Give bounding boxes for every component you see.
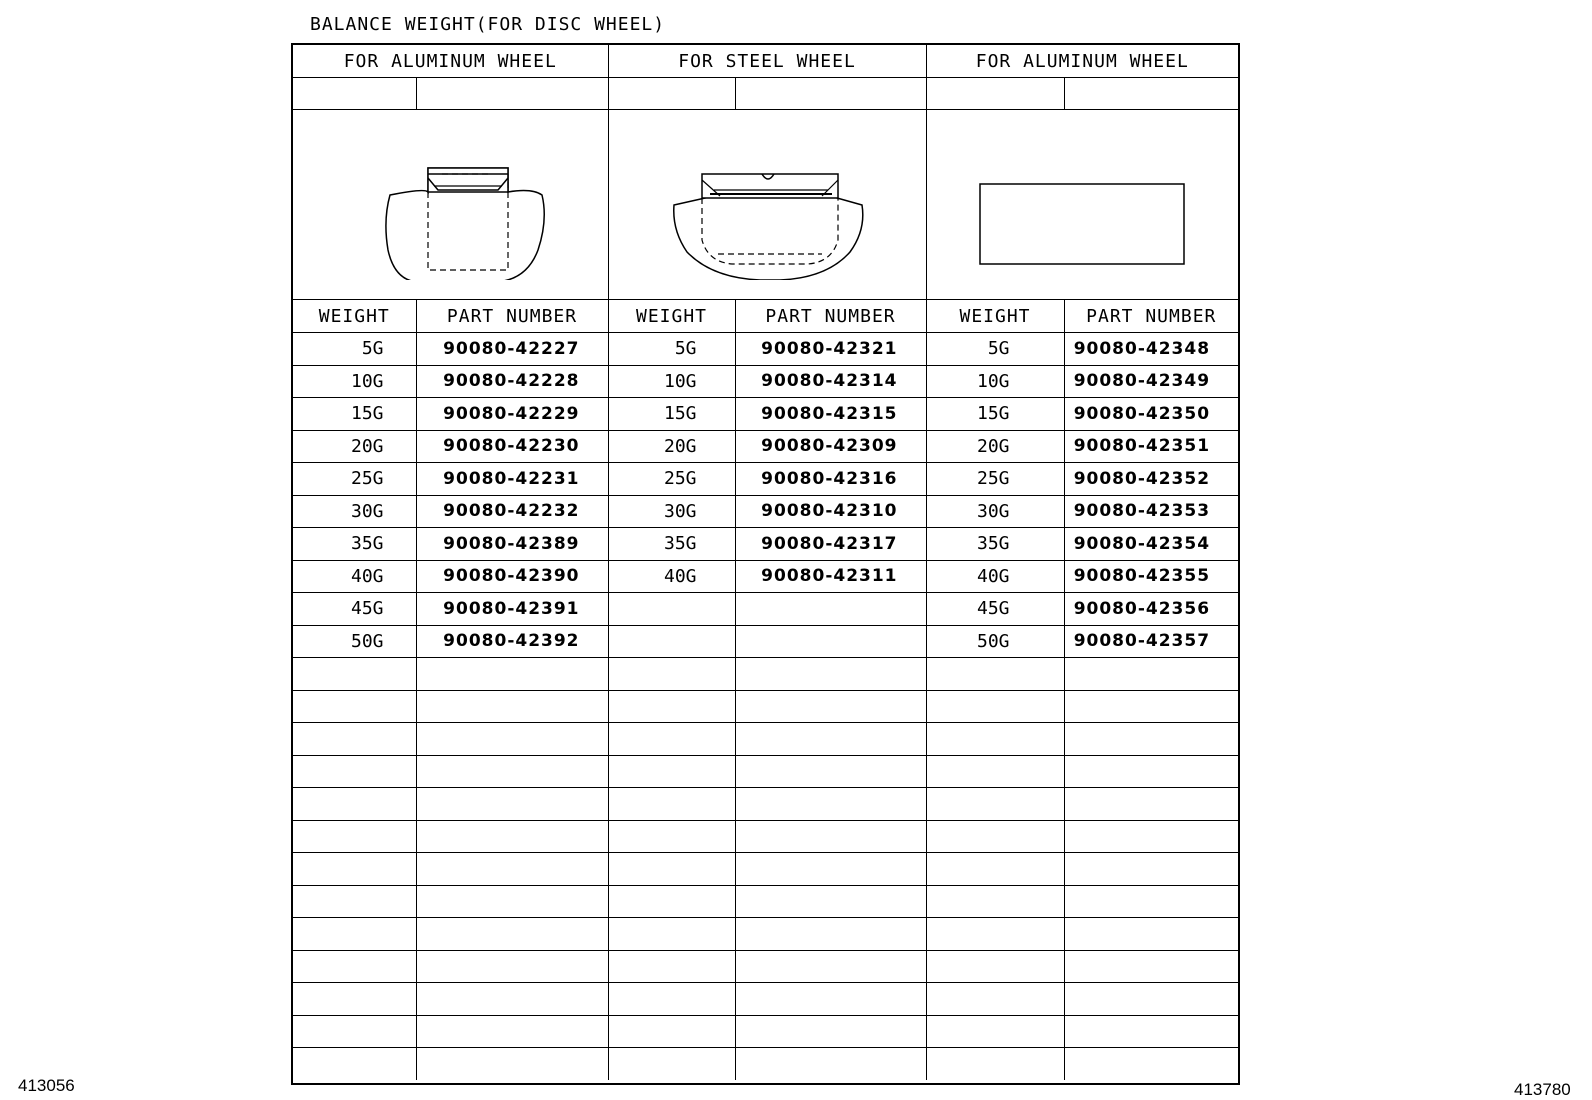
empty-cell bbox=[293, 950, 416, 983]
illustration-cell-aluminum-clip bbox=[293, 110, 608, 300]
weight-cell: 5G bbox=[608, 333, 735, 366]
table-row bbox=[293, 495, 1238, 528]
empty-cell bbox=[1064, 983, 1238, 1016]
illustration-cell-adhesive bbox=[926, 110, 1238, 300]
weight-cell: 25G bbox=[293, 463, 416, 496]
weight-cell: 25G bbox=[926, 463, 1064, 496]
weight-cell: 15G bbox=[608, 398, 735, 431]
part-number-cell: 90080-42352 bbox=[1064, 463, 1238, 496]
part-number-cell bbox=[735, 593, 926, 626]
part-number-cell: 90080-42311 bbox=[735, 560, 926, 593]
empty-table-row bbox=[293, 918, 1238, 951]
empty-table-row bbox=[293, 755, 1238, 788]
empty-table-row bbox=[293, 723, 1238, 756]
empty-cell bbox=[735, 853, 926, 886]
part-number-cell: 90080-42232 bbox=[416, 495, 608, 528]
empty-cell bbox=[293, 983, 416, 1016]
weight-cell: 40G bbox=[293, 560, 416, 593]
empty-cell bbox=[608, 723, 735, 756]
group-header-steel: FOR STEEL WHEEL bbox=[608, 45, 926, 78]
weight-cell: 15G bbox=[293, 398, 416, 431]
weight-cell: 45G bbox=[293, 593, 416, 626]
part-number-cell: 90080-42390 bbox=[416, 560, 608, 593]
empty-cell bbox=[608, 1015, 735, 1048]
empty-cell bbox=[735, 690, 926, 723]
blank-cell bbox=[926, 78, 1064, 110]
blank-sub-header-row bbox=[293, 78, 1238, 110]
table-row bbox=[293, 333, 1238, 366]
empty-cell bbox=[926, 1048, 1064, 1080]
empty-cell bbox=[735, 1015, 926, 1048]
empty-cell bbox=[293, 820, 416, 853]
weight-column-header: WEIGHT bbox=[293, 300, 416, 333]
weight-cell: 35G bbox=[293, 528, 416, 561]
empty-cell bbox=[735, 820, 926, 853]
empty-cell bbox=[926, 885, 1064, 918]
empty-cell bbox=[608, 1048, 735, 1080]
empty-cell bbox=[926, 950, 1064, 983]
part-number-cell: 90080-42230 bbox=[416, 430, 608, 463]
empty-cell bbox=[926, 755, 1064, 788]
weight-cell: 20G bbox=[293, 430, 416, 463]
empty-cell bbox=[926, 853, 1064, 886]
empty-table-row bbox=[293, 853, 1238, 886]
empty-table-row bbox=[293, 820, 1238, 853]
table-row bbox=[293, 593, 1238, 626]
weight-cell: 45G bbox=[926, 593, 1064, 626]
table-row bbox=[293, 365, 1238, 398]
empty-table-row bbox=[293, 690, 1238, 723]
empty-cell bbox=[416, 755, 608, 788]
weight-cell bbox=[608, 593, 735, 626]
blank-cell bbox=[608, 78, 735, 110]
empty-cell bbox=[926, 983, 1064, 1016]
empty-cell bbox=[416, 950, 608, 983]
weight-cell: 30G bbox=[293, 495, 416, 528]
empty-cell bbox=[608, 788, 735, 821]
empty-cell bbox=[926, 690, 1064, 723]
part-number-cell: 90080-42348 bbox=[1064, 333, 1238, 366]
empty-cell bbox=[735, 723, 926, 756]
figure-number-right: 413780 bbox=[1514, 1080, 1571, 1099]
part-number-cell: 90080-42321 bbox=[735, 333, 926, 366]
blank-cell bbox=[293, 78, 416, 110]
table-row bbox=[293, 528, 1238, 561]
empty-cell bbox=[1064, 788, 1238, 821]
part-number-cell: 90080-42351 bbox=[1064, 430, 1238, 463]
empty-cell bbox=[293, 658, 416, 691]
empty-cell bbox=[608, 658, 735, 691]
table-row bbox=[293, 560, 1238, 593]
part-number-cell: 90080-42392 bbox=[416, 625, 608, 658]
empty-cell bbox=[1064, 820, 1238, 853]
part-number-cell: 90080-42309 bbox=[735, 430, 926, 463]
empty-cell bbox=[735, 983, 926, 1016]
empty-cell bbox=[1064, 658, 1238, 691]
empty-cell bbox=[293, 755, 416, 788]
table-row bbox=[293, 398, 1238, 431]
table-row bbox=[293, 463, 1238, 496]
empty-table-row bbox=[293, 788, 1238, 821]
weight-cell: 50G bbox=[926, 625, 1064, 658]
empty-cell bbox=[735, 885, 926, 918]
empty-cell bbox=[608, 820, 735, 853]
weight-cell: 10G bbox=[926, 365, 1064, 398]
empty-cell bbox=[608, 950, 735, 983]
empty-cell bbox=[293, 788, 416, 821]
weight-cell: 20G bbox=[926, 430, 1064, 463]
empty-table-row bbox=[293, 1015, 1238, 1048]
part-number-column-header: PART NUMBER bbox=[416, 300, 608, 333]
weight-column-header: WEIGHT bbox=[926, 300, 1064, 333]
empty-cell bbox=[293, 918, 416, 951]
empty-cell bbox=[1064, 1015, 1238, 1048]
part-number-cell: 90080-42316 bbox=[735, 463, 926, 496]
clip-on-weight-aluminum-illustration bbox=[350, 130, 550, 280]
weight-cell: 40G bbox=[926, 560, 1064, 593]
empty-cell bbox=[608, 885, 735, 918]
table-row bbox=[293, 430, 1238, 463]
empty-cell bbox=[1064, 950, 1238, 983]
empty-cell bbox=[1064, 755, 1238, 788]
empty-cell bbox=[926, 723, 1064, 756]
parts-table-frame bbox=[291, 43, 1240, 1085]
part-number-cell: 90080-42391 bbox=[416, 593, 608, 626]
part-number-cell: 90080-42315 bbox=[735, 398, 926, 431]
weight-cell: 35G bbox=[926, 528, 1064, 561]
part-number-cell: 90080-42354 bbox=[1064, 528, 1238, 561]
part-number-cell: 90080-42349 bbox=[1064, 365, 1238, 398]
weight-cell: 30G bbox=[608, 495, 735, 528]
empty-cell bbox=[293, 1015, 416, 1048]
empty-cell bbox=[926, 918, 1064, 951]
group-header-aluminum-2: FOR ALUMINUM WHEEL bbox=[926, 45, 1238, 78]
empty-cell bbox=[1064, 918, 1238, 951]
empty-cell bbox=[608, 690, 735, 723]
illustration-row bbox=[293, 110, 1238, 300]
empty-table-row bbox=[293, 1048, 1238, 1080]
part-number-cell: 90080-42389 bbox=[416, 528, 608, 561]
column-header-row bbox=[293, 300, 1238, 333]
group-header-aluminum-1: FOR ALUMINUM WHEEL bbox=[293, 45, 608, 78]
adhesive-weight-illustration bbox=[977, 130, 1187, 280]
page-title: BALANCE WEIGHT(FOR DISC WHEEL) bbox=[310, 14, 666, 35]
part-number-column-header: PART NUMBER bbox=[1064, 300, 1238, 333]
empty-cell bbox=[1064, 853, 1238, 886]
empty-table-row bbox=[293, 885, 1238, 918]
part-number-cell: 90080-42231 bbox=[416, 463, 608, 496]
empty-table-row bbox=[293, 983, 1238, 1016]
part-number-cell: 90080-42355 bbox=[1064, 560, 1238, 593]
table-row bbox=[293, 625, 1238, 658]
part-number-cell: 90080-42317 bbox=[735, 528, 926, 561]
empty-cell bbox=[735, 918, 926, 951]
parts-table bbox=[293, 45, 1238, 1080]
empty-table-row bbox=[293, 658, 1238, 691]
empty-cell bbox=[1064, 1048, 1238, 1080]
blank-cell bbox=[416, 78, 608, 110]
part-number-cell: 90080-42353 bbox=[1064, 495, 1238, 528]
empty-cell bbox=[735, 755, 926, 788]
part-number-cell: 90080-42314 bbox=[735, 365, 926, 398]
part-number-cell: 90080-42228 bbox=[416, 365, 608, 398]
empty-cell bbox=[1064, 723, 1238, 756]
empty-cell bbox=[293, 885, 416, 918]
group-header-row bbox=[293, 45, 1238, 78]
part-number-cell: 90080-42227 bbox=[416, 333, 608, 366]
empty-cell bbox=[416, 853, 608, 886]
weight-cell: 20G bbox=[608, 430, 735, 463]
empty-cell bbox=[735, 950, 926, 983]
part-number-cell: 90080-42350 bbox=[1064, 398, 1238, 431]
weight-cell: 40G bbox=[608, 560, 735, 593]
weight-cell: 5G bbox=[293, 333, 416, 366]
blank-cell bbox=[735, 78, 926, 110]
empty-cell bbox=[1064, 885, 1238, 918]
empty-cell bbox=[416, 1048, 608, 1080]
weight-cell: 35G bbox=[608, 528, 735, 561]
empty-cell bbox=[416, 658, 608, 691]
empty-cell bbox=[416, 983, 608, 1016]
empty-cell bbox=[416, 820, 608, 853]
weight-cell bbox=[608, 625, 735, 658]
empty-cell bbox=[416, 690, 608, 723]
empty-cell bbox=[293, 853, 416, 886]
empty-cell bbox=[293, 690, 416, 723]
part-number-cell: 90080-42310 bbox=[735, 495, 926, 528]
weight-cell: 10G bbox=[608, 365, 735, 398]
empty-cell bbox=[926, 658, 1064, 691]
empty-cell bbox=[416, 918, 608, 951]
empty-cell bbox=[293, 723, 416, 756]
empty-cell bbox=[926, 820, 1064, 853]
empty-cell bbox=[416, 1015, 608, 1048]
empty-cell bbox=[608, 983, 735, 1016]
empty-cell bbox=[735, 788, 926, 821]
empty-cell bbox=[608, 755, 735, 788]
weight-cell: 10G bbox=[293, 365, 416, 398]
empty-cell bbox=[735, 1048, 926, 1080]
empty-cell bbox=[926, 1015, 1064, 1048]
part-number-cell: 90080-42357 bbox=[1064, 625, 1238, 658]
empty-cell bbox=[416, 885, 608, 918]
weight-cell: 5G bbox=[926, 333, 1064, 366]
part-number-cell: 90080-42356 bbox=[1064, 593, 1238, 626]
empty-cell bbox=[608, 853, 735, 886]
part-number-cell: 90080-42229 bbox=[416, 398, 608, 431]
blank-cell bbox=[1064, 78, 1238, 110]
weight-cell: 25G bbox=[608, 463, 735, 496]
empty-cell bbox=[735, 658, 926, 691]
empty-cell bbox=[926, 788, 1064, 821]
empty-cell bbox=[293, 1048, 416, 1080]
empty-cell bbox=[608, 918, 735, 951]
weight-cell: 50G bbox=[293, 625, 416, 658]
weight-cell: 15G bbox=[926, 398, 1064, 431]
empty-cell bbox=[416, 723, 608, 756]
part-number-column-header: PART NUMBER bbox=[735, 300, 926, 333]
clip-on-weight-steel-illustration bbox=[662, 130, 872, 280]
empty-cell bbox=[416, 788, 608, 821]
figure-number-left: 413056 bbox=[18, 1076, 75, 1095]
empty-cell bbox=[1064, 690, 1238, 723]
weight-cell: 30G bbox=[926, 495, 1064, 528]
illustration-cell-steel-clip bbox=[608, 110, 926, 300]
weight-column-header: WEIGHT bbox=[608, 300, 735, 333]
part-number-cell bbox=[735, 625, 926, 658]
empty-table-row bbox=[293, 950, 1238, 983]
